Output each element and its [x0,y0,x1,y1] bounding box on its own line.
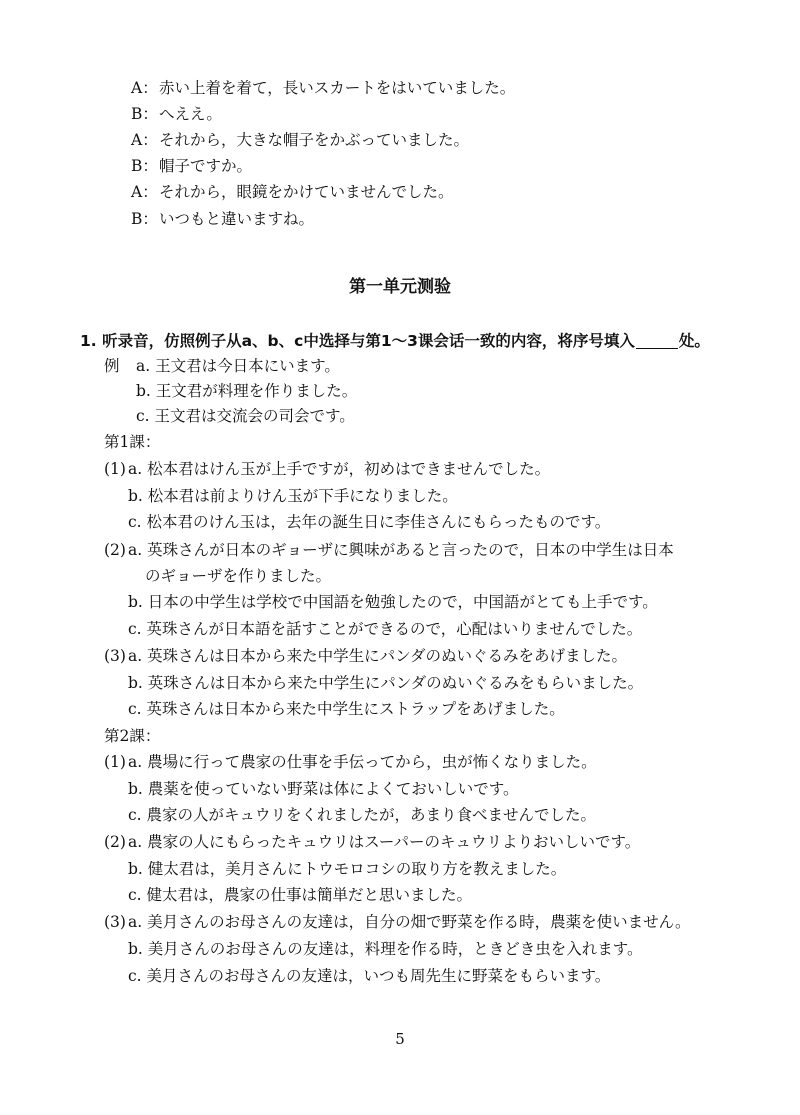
option-text: a. 松本君はけん玉が上手ですが，初めはできませんでした。 [128,460,551,478]
option-text: c. 美月さんのお母さんの友達は，いつも周先生に野菜をもらいます。 [128,967,611,985]
dialogue-text: 帽子ですか。 [159,157,253,175]
option-text: b. 美月さんのお母さんの友達は，料理を作る時，ときどき虫を入れます。 [128,940,643,958]
dialogue-text: 赤い上着を着て，長いスカートをはいていました。 [159,79,516,97]
speaker-label: B： [131,210,158,228]
speaker-label: B： [131,157,158,175]
option-text: a. 英珠さんが日本のギョーザに興味があると言ったので，日本の中学生は日本 [128,541,674,559]
dialogue-line [131,104,222,124]
dialogue-line [131,156,252,176]
dialogue-text: それから，大きな帽子をかぶっていました。 [159,131,470,149]
lesson-label: 第2課： [104,727,161,745]
option-text: a. 美月さんのお母さんの友達は，自分の畑で野菜を作る時，農薬を使いません。 [128,913,691,931]
lesson-label: 第1課： [104,433,161,451]
dialogue-text: それから，眼鏡をかけていませんでした。 [159,183,454,201]
option-text: c. 英珠さんは日本から来た中学生にストラップをあげました。 [128,700,565,718]
speaker-label: A： [131,183,158,201]
item-number: (3) [104,913,126,931]
section-title: 第一单元测验 [349,277,451,297]
speaker-label: B： [131,105,158,123]
dialogue-line [131,209,314,229]
question-prefix: 1. 听录音，仿照例子从a、b、c中选择与第1～3课会话一致的内容，将序号填入 [80,332,635,350]
dialogue-line [131,182,454,202]
option-text: a. 農場に行って農家の仕事を手伝ってから，虫が怖くなりました。 [128,753,597,771]
item-number: (1) [104,460,126,478]
item-number: (2) [104,833,126,851]
option-text: a. 英珠さんは日本から来た中学生にパンダのぬいぐるみをあげました。 [128,647,627,665]
option-text: c. 松本君のけん玉は，去年の誕生日に李佳さんにもらったものです。 [128,513,611,531]
option-text: b. 英珠さんは日本から来た中学生にパンダのぬいぐるみをもらいました。 [128,674,644,692]
dialogue-line [131,130,469,150]
option-text: b. 農薬を使っていない野菜は体によくておいしいです。 [128,780,519,798]
item-number: (1) [104,753,126,771]
option-text: b. 健太君は，美月さんにトウモロコシの取り方を教えました。 [128,860,567,878]
option-text: a. 農家の人にもらったキュウリはスーパーのキュウリよりおいしいです。 [128,833,641,851]
dialogue-text: いつもと違いますね。 [159,210,315,228]
option-text: c. 英珠さんが日本語を話すことができるので，心配はいりませんでした。 [128,620,643,638]
item-number: (2) [104,541,126,559]
option-text: b. 松本君は前よりけん玉が下手になりました。 [128,487,458,505]
option-text: c. 農家の人がキュウリをくれましたが，あまり食べませんでした。 [128,806,597,824]
option-text: b. 日本の中学生は学校で中国語を勉強したので，中国語がとても上手です。 [128,593,658,611]
answer-blank [636,348,678,349]
option-text: c. 健太君は，農家の仕事は簡単だと思いました。 [128,886,473,904]
example-option: c. 王文君は交流会の司会です。 [136,407,355,425]
option-text-continued: のギョーザを作りました。 [145,567,332,585]
page-number: 5 [395,1030,405,1048]
example-label: 例 [104,357,120,375]
speaker-label: A： [131,131,158,149]
dialogue-line [131,78,515,98]
speaker-label: A： [131,79,158,97]
dialogue-text: へええ。 [159,105,222,123]
item-number: (3) [104,647,126,665]
question-instruction [80,331,710,351]
example-option: a. 王文君は今日本にいます。 [136,357,340,375]
example-option: b. 王文君が料理を作りました。 [136,382,358,400]
question-suffix: 处。 [678,332,710,350]
